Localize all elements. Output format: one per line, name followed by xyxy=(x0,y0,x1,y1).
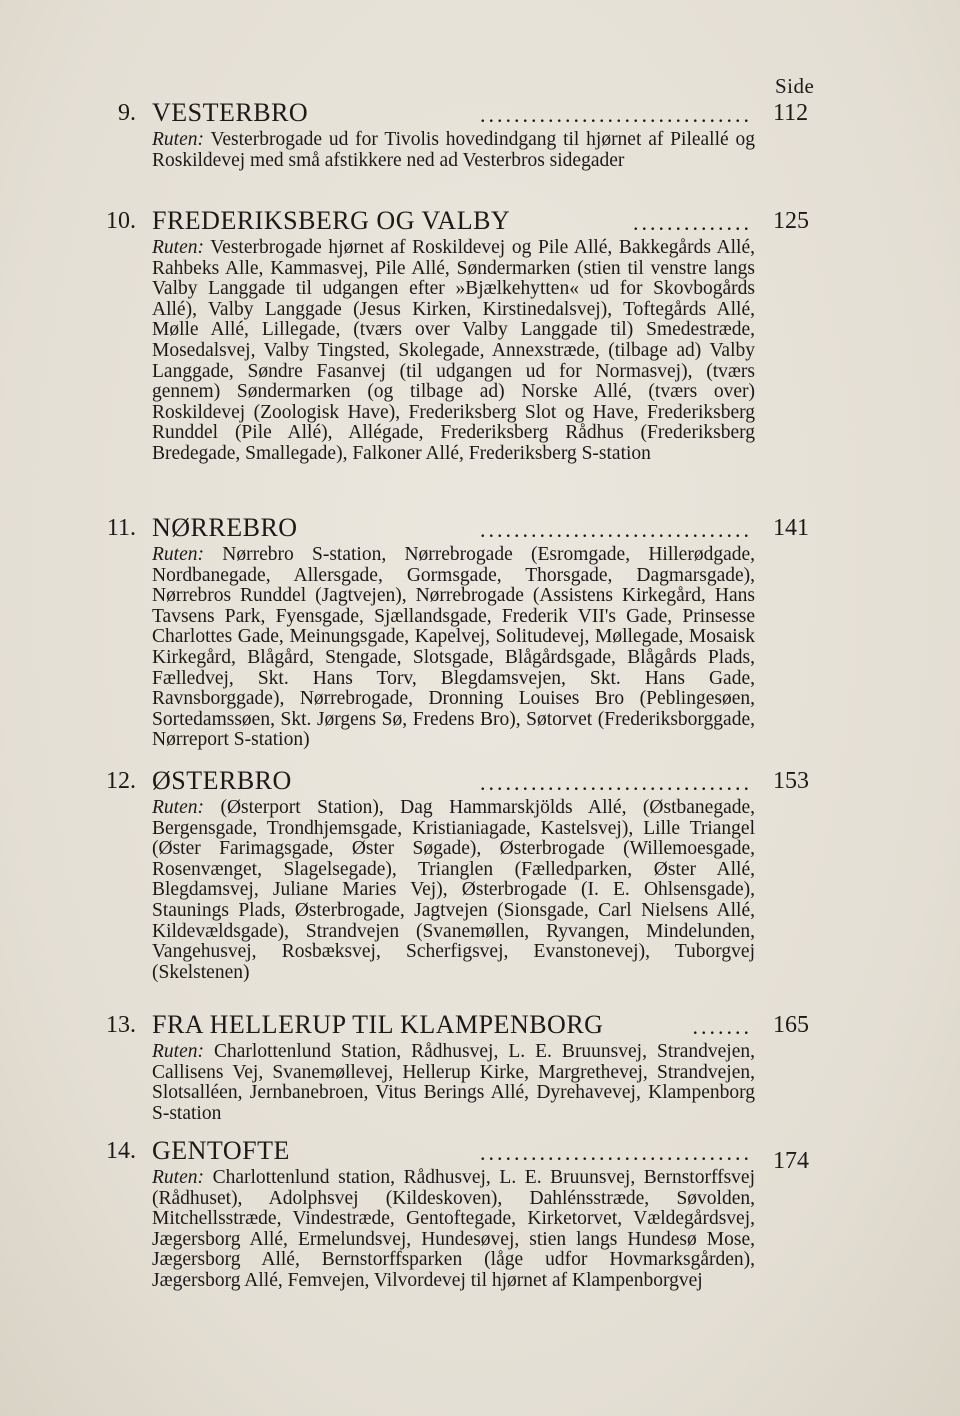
entry-page-number: 141 xyxy=(773,515,809,541)
toc-entry-norrebro xyxy=(0,511,960,764)
dot-leader: ................................ xyxy=(480,770,752,795)
ruten-label: Ruten: xyxy=(152,1041,204,1062)
entry-number: 10. xyxy=(106,208,136,234)
entry-title: GENTOFTE xyxy=(152,1136,290,1165)
entry-page-number: 125 xyxy=(773,208,809,234)
route-description xyxy=(152,545,755,751)
dot-leader: ................................ xyxy=(480,102,752,127)
ruten-label: Ruten: xyxy=(152,237,204,258)
route-description xyxy=(152,1168,755,1292)
entry-page-number: 112 xyxy=(773,100,809,126)
route-text: Vesterbrogade hjørnet af Roskildevej og Pile Allé, Bakkegårds Allé, Rahbeks Alle, Kammasvej, Pile Allé, Søndermarken (stien til venstre langs Valby Langgade til udgangen efter »Bjælkehytten« ud for Skovbogårds Allé), Valby Langgade (Jesus Kirken, Kirstinedalsvej), Toftegårds Allé, Mølle Allé, Lillegade, (tværs over Valby Langgade til) Smedestræde, Mosedalsvej, Valby Tingsted, Skolegade, Annexstræde, (tilbage ad) Valby Langgade, Søndre Fasanvej (til udgangen ud for Normasvej), (tværs gennem) Søndermarken (og tilbage ad) Norske Allé, (tværs over) Roskildevej (Zoologisk Have), Frederiksberg Slot og Have, Frederiksberg Runddel (Pile Allé), Allégade, Frederiksberg Rådhus (Frederiksberg Bredegade, Smallegade), Falkoner Allé, Frederiksberg S-station xyxy=(152,237,755,464)
entry-number: 12. xyxy=(106,768,136,794)
dot-leader: ................................ xyxy=(480,517,752,542)
route-description xyxy=(152,1042,755,1124)
entry-number: 14. xyxy=(106,1138,136,1164)
route-description xyxy=(152,130,755,171)
entry-page-number: 174 xyxy=(773,1148,809,1174)
entry-title: ØSTERBRO xyxy=(152,766,292,795)
route-description xyxy=(152,238,755,465)
entry-title: NØRREBRO xyxy=(152,513,298,542)
dot-leader: ....... xyxy=(692,1014,752,1039)
entry-number: 13. xyxy=(106,1012,136,1038)
entry-page-number: 165 xyxy=(773,1012,809,1038)
ruten-label: Ruten: xyxy=(152,129,204,150)
toc-entry-osterbro xyxy=(0,764,960,1008)
route-text: (Østerport Station), Dag Hammarskjölds Allé, (Østbanegade, Bergensgade, Trondhjemsgade, Kristianiagade, Kastelsvej), Lille Triangel (Øster Farimagsgade, Øster Søgade), Østerbrogade (Willemoesgade, Rosenvænget, Slagelsegade), Trianglen (Fælledparken, Øster Allé, Blegdamsvej, Juliane Maries Vej), Østerbrogade (I. E. Ohlsensgade), Staunings Plads, Østerbrogade, Jagtvejen (Sionsgade, Carl Nielsens Allé, Kildevældsgade), Strandvejen (Svanemøllen, Ryvangen, Mindelunden, Vangehusvej, Rosbæksvej, Scherfigsvej, Evanstonevej), Tuborgvej (Skelstenen) xyxy=(152,797,756,983)
entry-title: VESTERBRO xyxy=(152,98,309,127)
route-text: Charlottenlund Station, Rådhusvej, L. E. Bruunsvej, Strandvejen, Callisens Vej, Svanemøllevej, Hellerup Kirke, Margrethevej, Strandvejen, Slotsalléen, Jernbanebroen, Vitus Berings Allé, Dyrehavevej, Klampenborg S-station xyxy=(152,1041,755,1124)
route-text: Nørrebro S-station, Nørrebrogade (Esromgade, Hillerødgade, Nordbanegade, Allersgade, Gormsgade, Thorsgade, Dagmarsgade), Nørrebros Runddel (Jagtvejen), Nørrebrogade (Assistens Kirkegård, Hans Tavsens Park, Fyensgade, Sjællandsgade, Frederik VII's Gade, Prinsesse Charlottes Gade, Meinungsgade, Kapelvej, Solitudevej, Møllegade, Mosaisk Kirkegård, Blågård, Stengade, Slotsgade, Blågårdsgade, Blågårds Plads, Fælledvej, Skt. Hans Torv, Blegdamsvejen, Skt. Hans Gade, Ravnsborggade), Nørrebrogade, Dronning Louises Bro (Peblingesøen, Sortedamssøen, Skt. Jørgens Sø, Fredens Bro), Søtorvet (Frederiksborggade, Nørreport S-station) xyxy=(152,544,756,751)
entry-number: 11. xyxy=(106,515,136,541)
toc-entry-frederiksberg-og-valby xyxy=(0,204,960,511)
route-description xyxy=(152,798,755,983)
entry-title: FRA HELLERUP TIL KLAMPENBORG xyxy=(152,1010,604,1039)
dot-leader: .............. xyxy=(633,210,752,235)
route-text: Vesterbrogade ud for Tivolis hovedindgang til hjørnet af Pileallé og Roskildevej med små afstikkere ned ad Vesterbros sidegader xyxy=(152,129,755,171)
route-text: Charlottenlund station, Rådhusvej, L. E. Bruunsvej, Bernstorffsvej (Rådhuset), Adolphsvej (Kildeskoven), Dahlénsstræde, Søvolden, Mitchellsstræde, Vindestræde, Gentoftegade, Kirketorvet, Vældegårdsvej, Jægersborg Allé, Ermelundsvej, Hundesøvej, stien langs Hundesø Mose, Jægersborg Allé, Bernstorffsparken (låge udfor Hovmarksgården), Jægersborg Allé, Femvejen, Vilvordevej til hjørnet af Klampenborgvej xyxy=(152,1167,755,1291)
toc-entry-gentofte xyxy=(0,1134,960,1304)
toc-entry-fra-hellerup-til-klampenborg xyxy=(0,1008,960,1134)
page-column-header: Side xyxy=(775,74,815,98)
entry-number: 9. xyxy=(118,100,136,126)
ruten-label: Ruten: xyxy=(152,797,204,818)
table-of-contents xyxy=(0,96,960,1304)
toc-entry-vesterbro xyxy=(0,96,960,204)
dot-leader: ................................ xyxy=(480,1140,752,1165)
ruten-label: Ruten: xyxy=(152,1167,204,1188)
ruten-label: Ruten: xyxy=(152,544,204,565)
entry-title: FREDERIKSBERG OG VALBY xyxy=(152,206,511,235)
entry-page-number: 153 xyxy=(773,768,809,794)
